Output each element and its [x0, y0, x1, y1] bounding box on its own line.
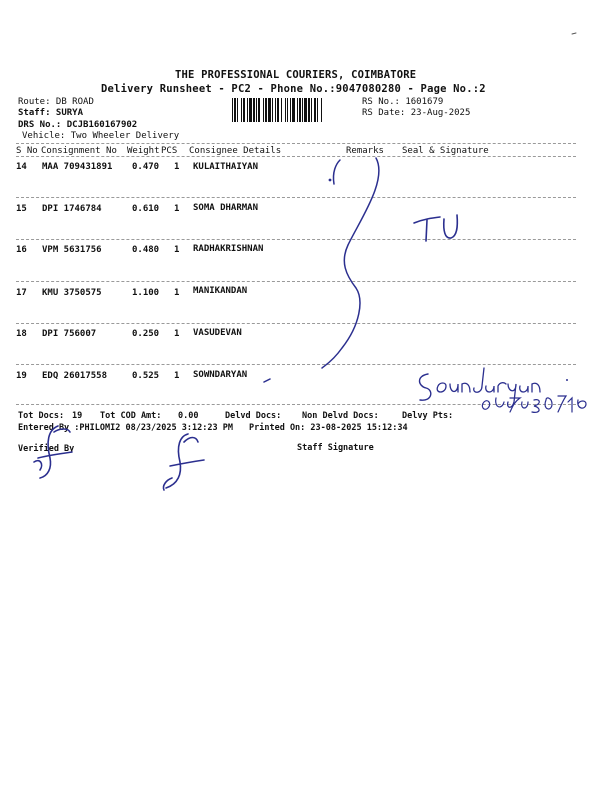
staff-signature-label: Staff Signature [297, 443, 374, 453]
drs-number: DRS No.: DCJB160167902 [18, 120, 138, 130]
row-s-no: 18 [16, 329, 27, 339]
row-consignee: SOWNDARYAN [193, 370, 248, 380]
row-consignment: DPI 756007 [42, 329, 97, 339]
row-consignment: MAA 709431891 [42, 162, 113, 172]
row-weight: 1.100 [132, 288, 160, 298]
row-consignee: SOMA DHARMAN [193, 203, 259, 213]
verifier-signature [28, 418, 88, 488]
barcode-bar [322, 98, 323, 122]
row-pcs: 1 [174, 329, 180, 339]
row-consignee: KULAITHAIYAN [193, 162, 259, 172]
col-weight: Weight [127, 146, 160, 156]
row-s-no: 15 [16, 204, 27, 214]
row-pcs: 1 [174, 288, 180, 298]
tick-mark [262, 376, 274, 386]
row-weight: 0.470 [132, 162, 160, 172]
col-consignee: Consignee Details [189, 146, 282, 156]
row-weight: 0.610 [132, 204, 160, 214]
delvy-pts-label: Delvy Pts: [402, 411, 454, 421]
runsheet-subtitle: Delivery Runsheet - PC2 - Phone No.:9047080280 - Page No.:2 [101, 83, 486, 95]
row-rule [16, 197, 576, 198]
cod-label: Tot COD Amt: [100, 411, 162, 421]
row-rule [16, 239, 576, 240]
header-rule-top [16, 143, 576, 144]
row-s-no: 14 [16, 162, 27, 172]
row-pcs: 1 [174, 245, 180, 255]
row-s-no: 16 [16, 245, 27, 255]
header-rule-bottom [16, 156, 576, 157]
row-pcs: 1 [174, 204, 180, 214]
entered-by: Entered By :PHILOMI2 08/23/2025 3:12:23 PM [18, 423, 233, 433]
row-consignment: KMU 3750575 [42, 288, 102, 298]
remark-note [410, 205, 470, 255]
company-title: THE PROFESSIONAL COURIERS, COIMBATORE [175, 69, 417, 81]
staff-label: Staff: SURYA [18, 108, 84, 118]
row-rule [16, 323, 576, 324]
row-pcs: 1 [174, 371, 180, 381]
delivery-stroke [300, 150, 400, 390]
scan-mark [570, 28, 580, 38]
barcode [232, 98, 358, 122]
row-rule [16, 281, 576, 282]
row-weight: 0.250 [132, 329, 160, 339]
rs-number: RS No.: 1601679 [362, 97, 444, 107]
col-seal: Seal & Signature [402, 146, 489, 156]
row-consignment: DPI 1746784 [42, 204, 102, 214]
staff-signature [150, 428, 220, 498]
vehicle-label: Vehicle: Two Wheeler Delivery [22, 131, 180, 141]
row-pcs: 1 [174, 162, 180, 172]
rs-date: RS Date: 23-Aug-2025 [362, 108, 471, 118]
row-consignee: RADHAKRISHNAN [193, 244, 264, 254]
row-weight: 0.480 [132, 245, 160, 255]
row-consignment: EDQ 26017558 [42, 371, 108, 381]
verified-by-label: Verified By [18, 444, 75, 454]
cod-value: 0.00 [178, 411, 199, 421]
col-remarks: Remarks [346, 146, 384, 156]
col-pcs: PCS [161, 146, 178, 156]
printed-on: Printed On: 23-08-2025 15:12:34 [249, 423, 408, 433]
row-s-no: 19 [16, 371, 27, 381]
col-consignment: Consignment No [41, 146, 117, 156]
row-consignee: MANIKANDAN [193, 286, 248, 296]
row-s-no: 17 [16, 288, 27, 298]
row-consignment: VPM 5631756 [42, 245, 102, 255]
col-s-no: S No [16, 146, 38, 156]
non-delvd-docs-label: Non Delvd Docs: [302, 411, 379, 421]
tot-docs-label: Tot Docs: [18, 411, 65, 421]
row-weight: 0.525 [132, 371, 160, 381]
tot-docs-value: 19 [72, 411, 83, 421]
row-consignee: VASUDEVAN [193, 328, 242, 338]
delvd-docs-label: Delvd Docs: [225, 411, 282, 421]
route-label: Route: DB ROAD [18, 97, 94, 107]
